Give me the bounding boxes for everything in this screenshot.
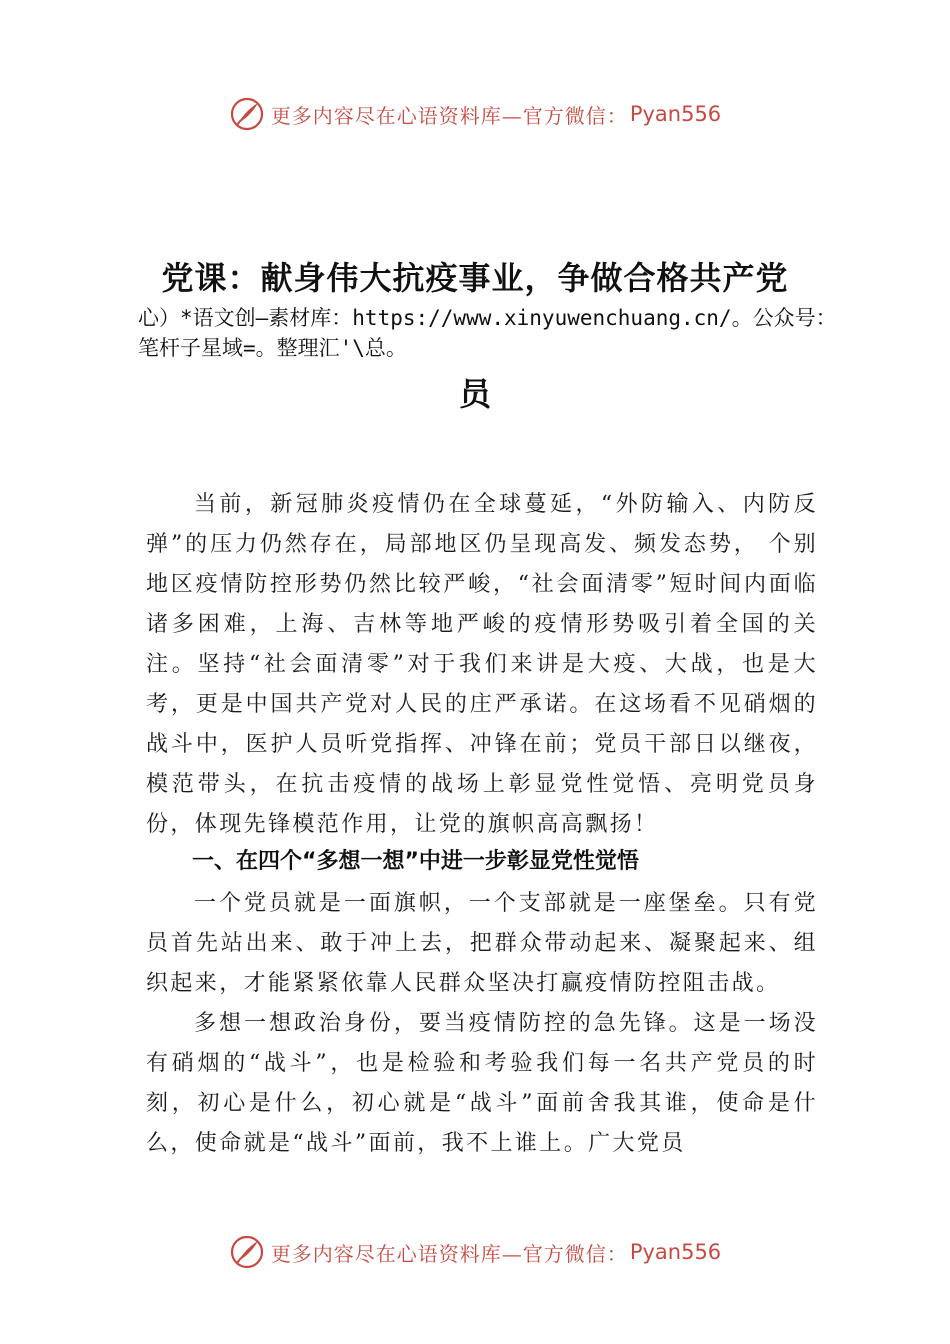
wechat-id: Pyan556 bbox=[629, 1240, 722, 1264]
paragraph-intro: 当前，新冠肺炎疫情仍在全球蔓延，“外防输入、内防反弹”的压力仍然存在，局部地区仍呈现高发、频发态势， 个别地区疫情防控形势仍然比较严峻，“社会面清零”短时间内面临诸多困难，上海、吉林等地严峻的疫情形势吸引着全国的关注。坚持“社会面清零”对于我们来讲是大疫、大战，也是大考，更是中国共产党对人民的庄严承诺。在这场看不见硝烟的战斗中，医护人员听党指挥、冲锋在前；党员干部日以继夜，模范带头，在抗击疫情的战场上彰显党性觉悟、亮明党员身份，体现先锋模范作用，让党的旗帜高高飘扬！ bbox=[146, 492, 818, 837]
quill-pen-logo-icon bbox=[229, 96, 265, 132]
quill-pen-logo-icon bbox=[229, 1234, 265, 1270]
watermark-text: 更多内容尽在心语资料库—官方微信： bbox=[270, 1241, 628, 1266]
paragraph-section1-b: 多想一想政治身份，要当疫情防控的急先锋。这是一场没有硝烟的“战斗”，也是检验和考验我们每一名共产党员的时刻，初心是什么，初心就是“战斗”面前舍我其谁，使命是什么，使命就是“战斗”面前，我不上谁上。广大党员 bbox=[146, 1011, 818, 1156]
page-title-continuation: 员 bbox=[458, 375, 491, 413]
overlay-source-note: 心）*语文创—素材库：https://www.xinyuwenchuang.cn/。公众号：笔杆子星域=。整理汇'\总。 bbox=[138, 306, 837, 360]
footer-watermark-banner bbox=[0, 1232, 950, 1272]
header-watermark-banner bbox=[0, 94, 950, 134]
section-heading-1: 一、在四个“多想一想”中进一步彰显党性觉悟 bbox=[192, 849, 639, 874]
watermark-text: 更多内容尽在心语资料库—官方微信： bbox=[270, 103, 628, 128]
paragraph-section1-a: 一个党员就是一面旗帜，一个支部就是一座堡垒。只有党员首先站出来、敢于冲上去，把群众带动起来、凝聚起来、组织起来，才能紧紧依靠人民群众坚决打赢疫情防控阻击战。 bbox=[146, 891, 818, 996]
page-title: 党课：献身伟大抗疫事业，争做合格共产党 bbox=[161, 259, 789, 297]
wechat-id: Pyan556 bbox=[629, 102, 722, 126]
